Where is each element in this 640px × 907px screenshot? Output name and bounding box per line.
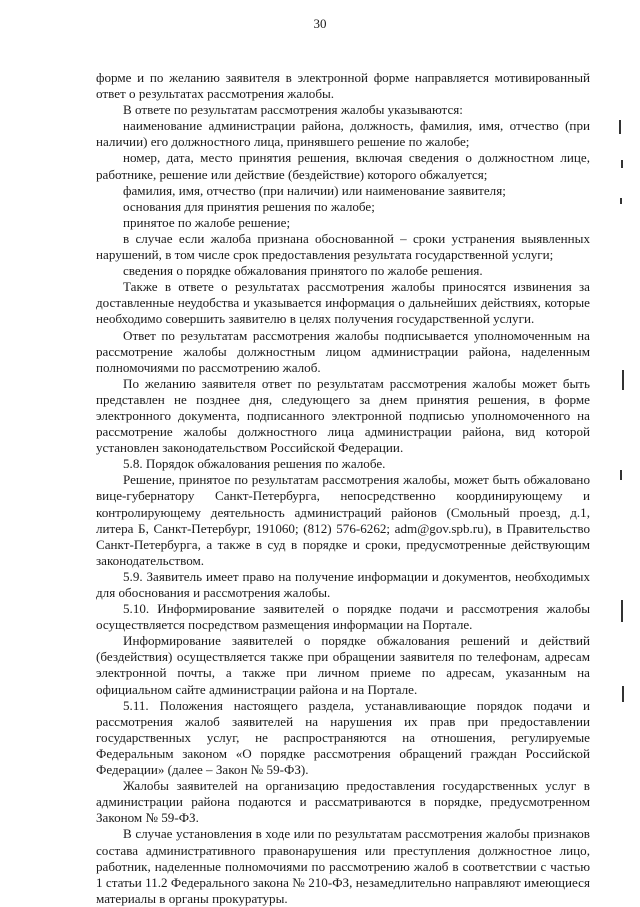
section-heading: 5.8. Порядок обжалования решения по жалобе. [123,456,386,472]
paragraph: Информирование заявителей о порядке обжалования решений и действий (бездействия) осуществляется также при обращении заявителя по телефонам, адресам электронной почты, а также при личном приеме по адресам, указанным на официальном сайте администрации района и на Портале. [96,633,590,697]
paragraph: наименование администрации района, должность, фамилия, имя, отчество (при наличии) его должностного лица, принявшего решение по жалобе; [96,118,590,150]
paragraph: В случае установления в ходе или по результатам рассмотрения жалобы признаков состава административного правонарушения или преступления должностное лицо, работник, наделенные полномочиями по рассмотрению жалоб в соответствии с частью 1 статьи 11.2 Федерального закона № 210-ФЗ, незамедлительно направляют имеющиеся материалы в органы прокуратуры. [96,826,590,906]
scan-mark [621,160,623,168]
paragraph: форме и по желанию заявителя в электронной форме направляется мотивированный ответ о результатах рассмотрения жалобы. [96,70,590,102]
paragraph: По желанию заявителя ответ по результатам рассмотрения жалобы может быть представлен не позднее дня, следующего за днем принятия решения, в форме электронного документа, подписанного электронной подписью уполномоченного на рассмотрение жалобы должностного лица администрации района, вид которой установлен законодательством Российской Федерации. [96,375,590,456]
scan-mark [620,198,622,204]
paragraph: Жалобы заявителей на организацию предоставления государственных услуг в администрации района подаются и рассматриваются в порядке, предусмотренном Законом № 59-ФЗ. [96,778,590,826]
scan-mark [622,686,624,702]
paragraph: фамилия, имя, отчество (при наличии) или наименование заявителя; [123,182,506,198]
paragraph: Решение, принятое по результатам рассмотрения жалобы, может быть обжаловано вице-губернатору Санкт-Петербурга, непосредственно координирующему и контролирующему деятельность администраций районов (Смольный проезд, д.1, литера Б, Санкт-Петербург, 191060; (812) 576-6262; adm@gov.spb.ru), в Правительство Санкт-Петербурга, а также в суд в порядке и сроки, предусмотренные действующим законодательством. [96,472,590,568]
paragraph: 5.10. Информирование заявителей о порядке подачи и рассмотрения жалобы осуществляется посредством размещения информации на Портале. [96,601,590,633]
scan-mark [622,370,624,390]
paragraph: номер, дата, место принятия решения, включая сведения о должностном лице, работнике, решение или действие (бездействие) которого обжалуется; [96,150,590,182]
paragraph: 5.9. Заявитель имеет право на получение информации и документов, необходимых для обоснования и рассмотрения жалобы. [96,568,590,600]
paragraph: Ответ по результатам рассмотрения жалобы подписывается уполномоченным на рассмотрение жалобы должностным лицом администрации района, наделенным полномочиями по рассмотрению жалоб. [96,327,590,375]
scan-mark [620,470,622,480]
document-body [96,70,590,907]
paragraph: 5.11. Положения настоящего раздела, устанавливающие порядок подачи и рассмотрения жалоб заявителей на нарушения их прав при предоставлении государственных услуг, не распространяются на отношения, регулируемые Федеральным законом «О порядке рассмотрения обращений граждан Российской Федерации» (далее – Закон № 59-ФЗ). [96,697,590,778]
paragraph: принятое по жалобе решение; [123,214,291,230]
scan-mark [619,120,621,134]
paragraph: Также в ответе о результатах рассмотрения жалобы приносятся извинения за доставленные неудобства и указывается информация о дальнейших действиях, которые необходимо совершить заявителю в целях получения государственной услуги. [96,279,590,327]
paragraph: сведения о порядке обжалования принятого по жалобе решения. [123,263,483,279]
scan-mark [621,600,623,622]
page-number: 30 [313,16,327,31]
paragraph: основания для принятия решения по жалобе; [123,198,375,214]
paragraph: В ответе по результатам рассмотрения жалобы указываются: [123,102,463,118]
paragraph: в случае если жалоба признана обоснованной – сроки устранения выявленных нарушений, в том числе срок предоставления результата государственной услуги; [96,230,590,263]
